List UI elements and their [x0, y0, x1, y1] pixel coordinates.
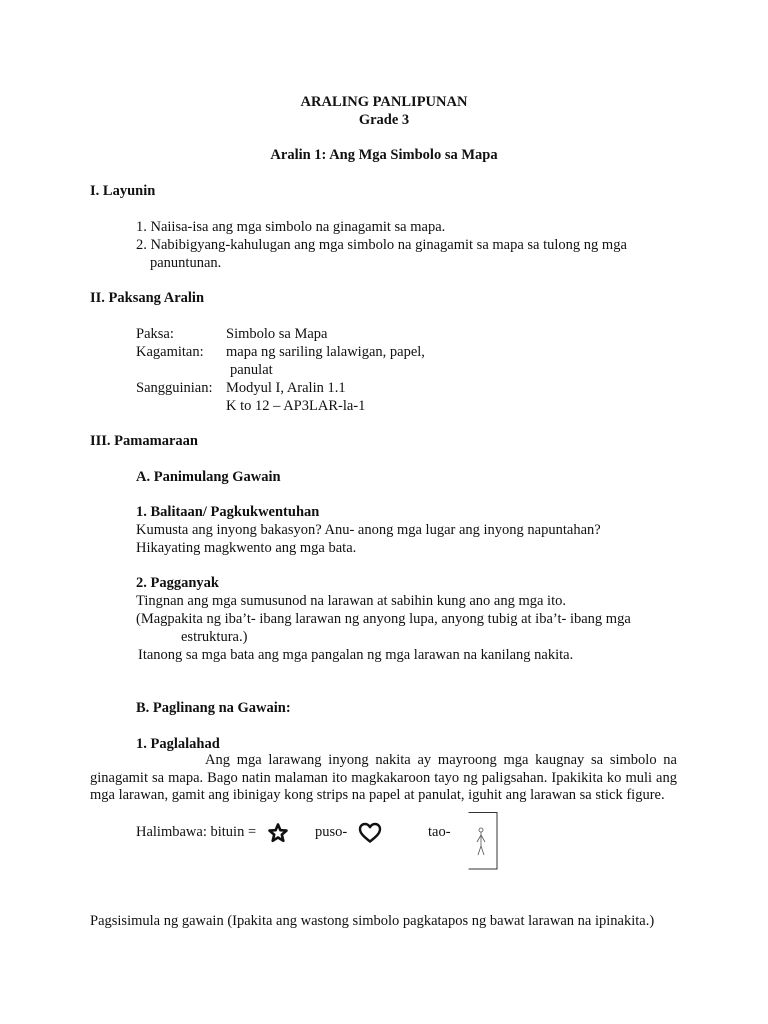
paksa-label: Paksa:: [136, 326, 174, 342]
pagganyak-line-4: Itanong sa mga bata ang mga pangalan ng mga larawan na kanilang nakita.: [138, 647, 574, 663]
stick-figure-icon: [468, 812, 498, 870]
pagganyak-line-1: Tingnan ang mga sumusunod na larawan at sabihin kung ano ang mga ito.: [136, 593, 566, 609]
paglalahad-paragraph: Ang mga larawang inyong nakita ay mayroong mga kaugnay sa simbolo na ginagamit sa mapa. Bago natin malaman ito magkakaroon tayo ng paligsahan. Ipakikita ko muli ang mga larawan, gamit ang ibinigay kong strips na papel at panulat, iguhit ang larawan sa stick figure.: [90, 752, 677, 803]
balitaan-heading: 1. Balitaan/ Pagkukwentuhan: [136, 504, 320, 520]
pagganyak-line-3: estruktura.): [181, 629, 248, 645]
kagamitan-value-continuation: panulat: [230, 362, 273, 378]
star-icon: [268, 823, 288, 843]
sangguinian-value: Modyul I, Aralin 1.1: [226, 380, 346, 396]
puso-label: puso-: [315, 824, 348, 840]
sangguinian-label: Sangguinian:: [136, 380, 213, 396]
kagamitan-label: Kagamitan:: [136, 344, 204, 360]
subsection-heading-panimulang-gawain: A. Panimulang Gawain: [136, 469, 281, 485]
kagamitan-value: mapa ng sariling lalawigan, papel,: [226, 344, 425, 360]
closing-instruction: Pagsisimula ng gawain (Ipakita ang wastong simbolo pagkatapos ng bawat larawan na ipinakita.): [90, 913, 655, 929]
objective-item-1: 1. Naiisa-isa ang mga simbolo na ginagamit sa mapa.: [136, 219, 446, 235]
document-subject: ARALING PANLIPUNAN: [300, 94, 468, 110]
paksa-value: Simbolo sa Mapa: [226, 326, 328, 342]
sangguinian-value-continuation: K to 12 – AP3LAR-la-1: [226, 398, 366, 414]
section-heading-pamamaraan: III. Pamamaraan: [90, 433, 198, 449]
lesson-title: Aralin 1: Ang Mga Simbolo sa Mapa: [270, 147, 498, 163]
section-heading-layunin: I. Layunin: [90, 183, 156, 199]
balitaan-line-2: Hikayating magkwento ang mga bata.: [136, 540, 357, 556]
heart-icon: [358, 822, 382, 844]
pagganyak-line-2: (Magpakita ng iba’t- ibang larawan ng anyong lupa, anyong tubig at iba’t- ibang mga: [136, 611, 631, 627]
objective-item-2-continuation: panuntunan.: [150, 255, 222, 271]
subsection-heading-paglinang: B. Paglinang na Gawain:: [136, 700, 291, 716]
tao-label: tao-: [428, 824, 451, 840]
example-label: Halimbawa: bituin =: [136, 824, 257, 840]
pagganyak-heading: 2. Pagganyak: [136, 575, 219, 591]
paglalahad-heading: 1. Paglalahad: [136, 736, 220, 752]
objective-item-2: 2. Nabibigyang-kahulugan ang mga simbolo na ginagamit sa mapa sa tulong ng mga: [136, 237, 627, 253]
section-heading-paksang-aralin: II. Paksang Aralin: [90, 290, 205, 306]
document-grade: Grade 3: [358, 112, 410, 128]
balitaan-line-1: Kumusta ang inyong bakasyon? Anu- anong mga lugar ang inyong napuntahan?: [136, 522, 601, 538]
